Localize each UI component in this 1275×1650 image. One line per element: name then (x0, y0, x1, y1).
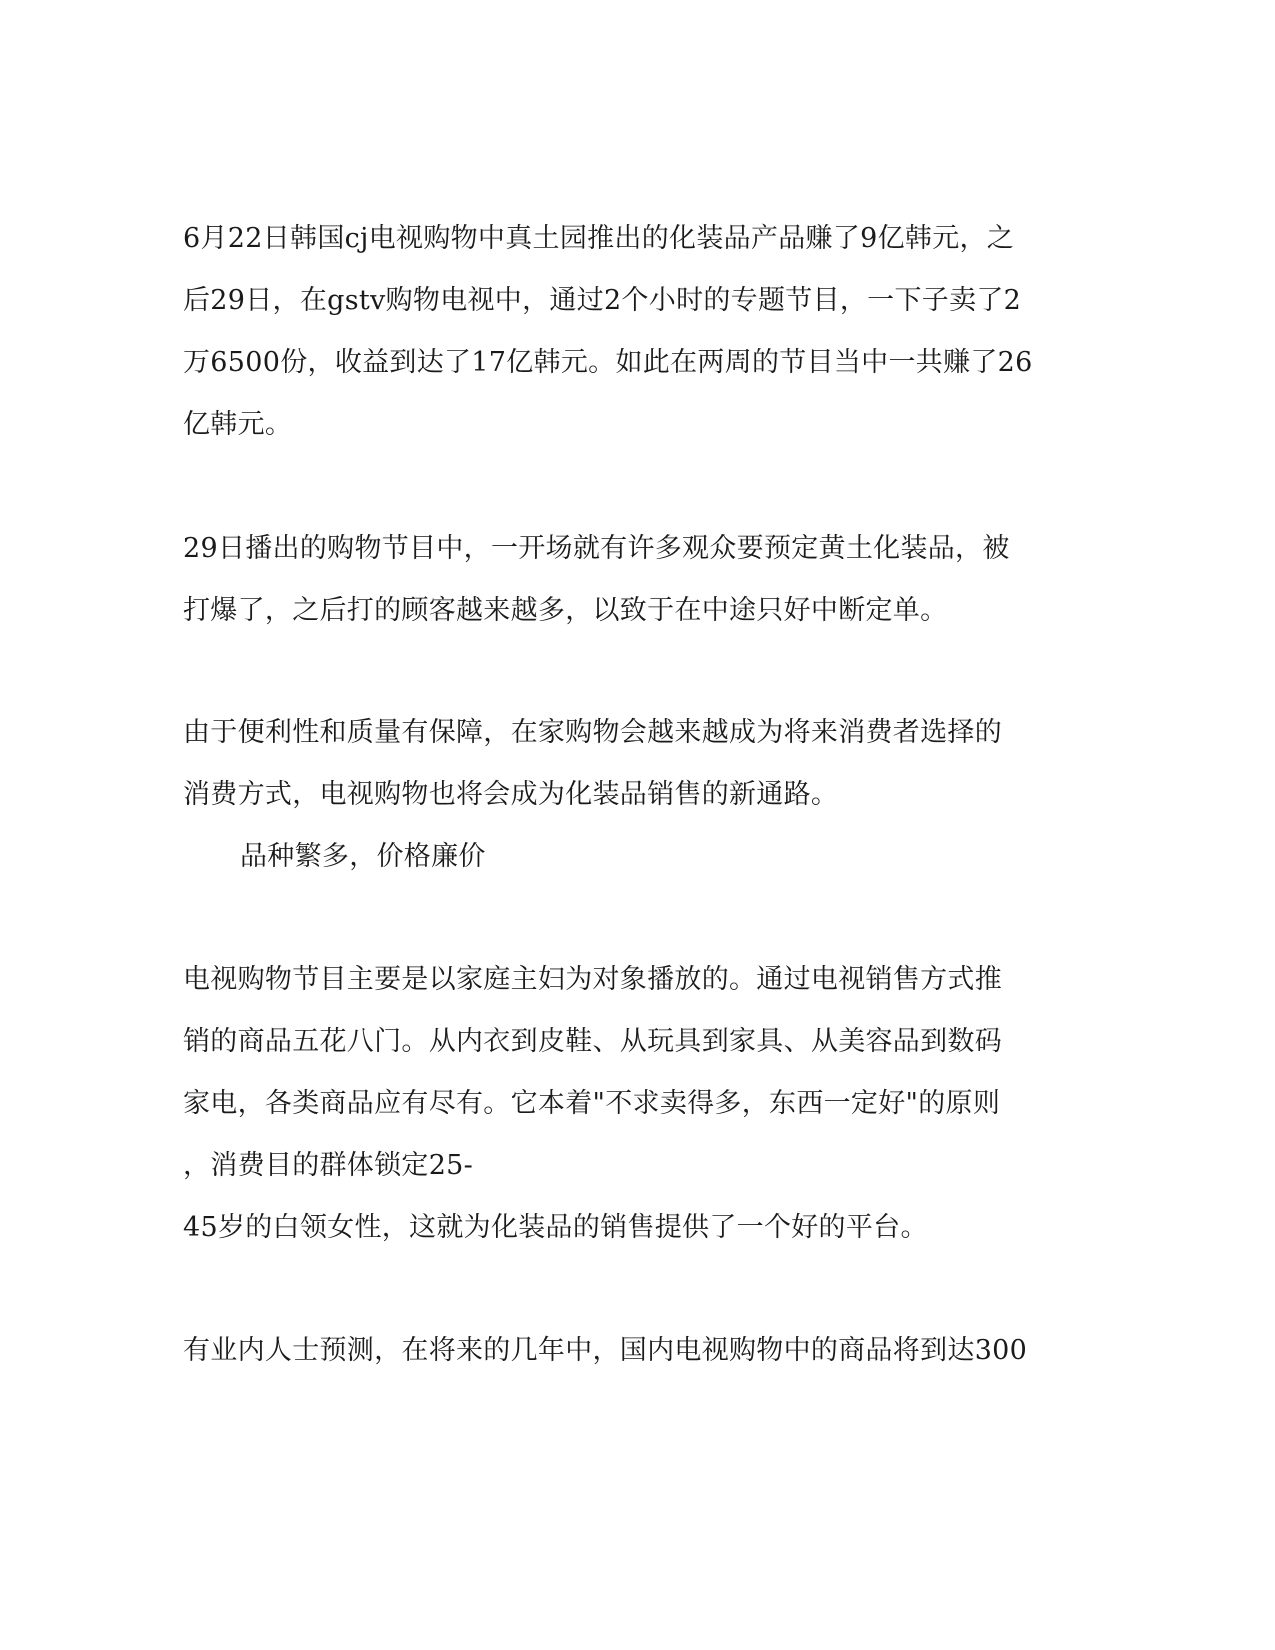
paragraph-1-line-3: 万6500份，收益到达了17亿韩元。如此在两周的节目当中一共赚了26 (183, 347, 1033, 378)
paragraph-1-line-1: 6月22日韩国cj电视购物中真土园推出的化装品产品赚了9亿韩元，之 (183, 223, 1015, 254)
paragraph-6-line-1: 有业内人士预测，在将来的几年中，国内电视购物中的商品将到达300 (183, 1335, 1028, 1366)
paragraph-5-line-4: ，消费目的群体锁定25- (183, 1150, 474, 1181)
paragraph-2-line-2: 打爆了，之后打的顾客越来越多，以致于在中途只好中断定单。 (183, 595, 948, 626)
paragraph-3-line-2: 消费方式，电视购物也将会成为化装品销售的新通路。 (183, 779, 839, 810)
paragraph-3-line-1: 由于便利性和质量有保障，在家购物会越来越成为将来消费者选择的 (183, 717, 1002, 748)
paragraph-1-line-2: 后29日，在gstv购物电视中，通过2个小时的专题节目，一下子卖了2 (183, 285, 1022, 316)
paragraph-2-line-1: 29日播出的购物节目中，一开场就有许多观众要预定黄土化装品，被 (183, 533, 1010, 564)
paragraph-1-line-4: 亿韩元。 (183, 409, 293, 440)
paragraph-5-line-2: 销的商品五花八门。从内衣到皮鞋、从玩具到家具、从美容品到数码 (183, 1026, 1002, 1057)
paragraph-5-line-5: 45岁的白领女性，这就为化装品的销售提供了一个好的平台。 (183, 1212, 928, 1243)
paragraph-5-line-1: 电视购物节目主要是以家庭主妇为对象播放的。通过电视销售方式推 (183, 964, 1002, 995)
section-subheading: 品种繁多，价格廉价 (240, 841, 486, 872)
paragraph-5-line-3: 家电，各类商品应有尽有。它本着"不求卖得多，东西一定好"的原则 (183, 1088, 1001, 1119)
